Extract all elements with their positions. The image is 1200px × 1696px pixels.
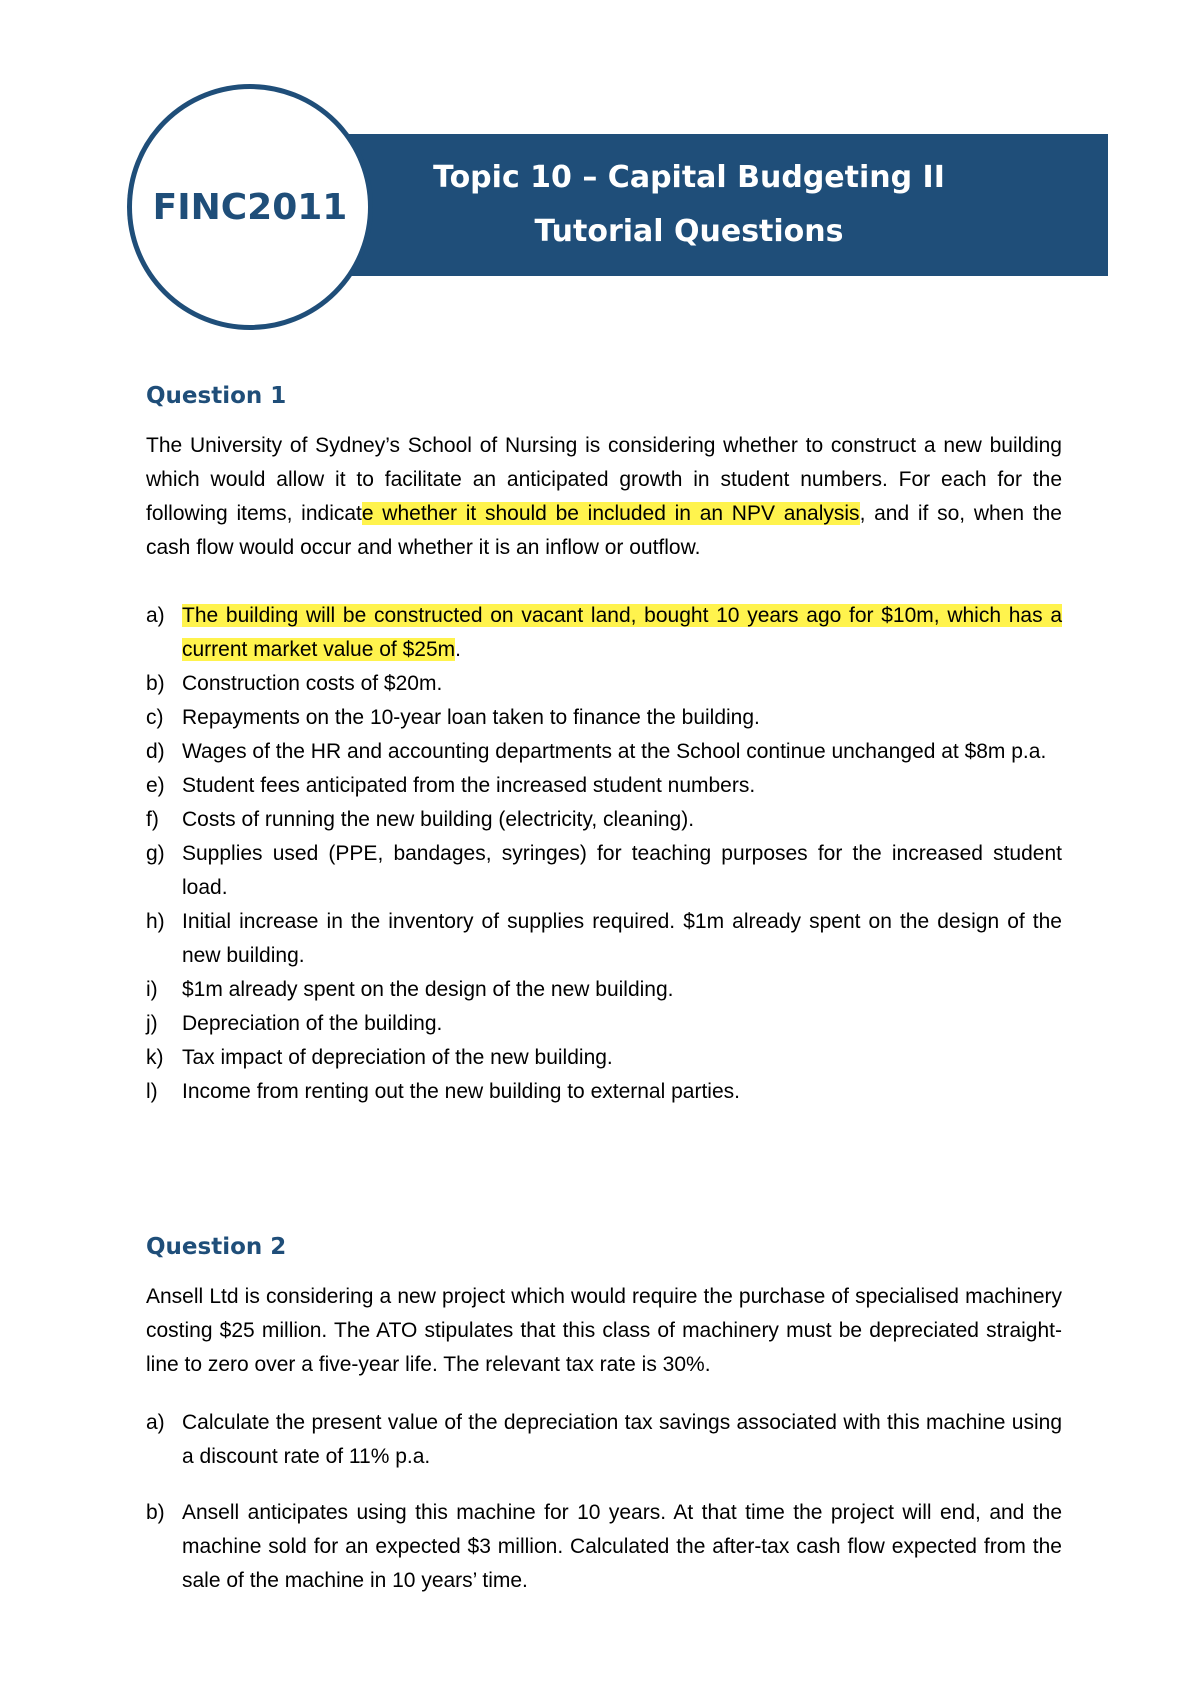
item-text: Wages of the HR and accounting departments at the School continue unchanged at $8m p.a. <box>182 740 1047 763</box>
question-2-items <box>146 1406 1062 1598</box>
item-label: k) <box>146 1046 164 1069</box>
item-label: b) <box>146 1501 165 1524</box>
item-label: e) <box>146 774 165 797</box>
list-item <box>146 973 1062 1007</box>
list-item <box>146 905 1062 973</box>
item-text: Depreciation of the building. <box>182 1012 443 1035</box>
item-label: a) <box>146 1411 165 1434</box>
list-item <box>146 769 1062 803</box>
item-label: g) <box>146 842 165 865</box>
list-item <box>146 599 1062 667</box>
item-text: Repayments on the 10-year loan taken to finance the building. <box>182 706 760 729</box>
list-item <box>146 1041 1062 1075</box>
item-text: Ansell anticipates using this machine for 10 years. At that time the project will end, and the machine sold for an expected $3 million. Calculated the after-tax cash flow expected from the sale of the machine in 10 years’ time. <box>182 1501 1062 1592</box>
intro-text-end: , and if so, when the cash flow would occur and whether it is an inflow or outflow. <box>146 502 1062 559</box>
item-label: i) <box>146 978 158 1001</box>
item-text: Tax impact of depreciation of the new building. <box>182 1046 613 1069</box>
title-line-2: Tutorial Questions <box>534 214 844 249</box>
list-item <box>146 735 1062 769</box>
item-text: Construction costs of $20m. <box>182 672 443 695</box>
item-text: Income from renting out the new building to external parties. <box>182 1080 740 1103</box>
list-item <box>146 1496 1062 1598</box>
question-1-items <box>146 599 1062 1109</box>
item-text: Supplies used (PPE, bandages, syringes) for teaching purposes for the increased student load. <box>182 842 1062 899</box>
item-text: $1m already spent on the design of the new building. <box>182 978 674 1001</box>
item-label: h) <box>146 910 165 933</box>
question-2-intro: Ansell Ltd is considering a new project which would require the purchase of specialised machinery costing $25 million. The ATO stipulates that this class of machinery must be depreciated straight-line to zero over a five-year life. The relevant tax rate is 30%. <box>146 1285 1062 1376</box>
intro-highlight: e whether it should be included in an NPV analysis <box>361 502 860 525</box>
item-label: b) <box>146 672 165 695</box>
item-suffix: . <box>455 638 461 661</box>
title-line-1: Topic 10 – Capital Budgeting II <box>433 160 945 195</box>
item-text: Calculate the present value of the depreciation tax savings associated with this machine using a discount rate of 11% p.a. <box>182 1411 1062 1468</box>
question-1-intro <box>146 429 1062 565</box>
item-text: Initial increase in the inventory of supplies required. $1m already spent on the design of the new building. <box>182 910 1062 967</box>
course-code: FINC2011 <box>152 186 348 228</box>
intro-text: The University of Sydney’s School of Nursing is considering whether to construct a new building which would allow it to facilitate an anticipated growth in student numbers. For each for the following items, indicat <box>146 434 1062 525</box>
list-item <box>146 1406 1062 1474</box>
item-highlight: The building will be constructed on vacant land, bought 10 years ago for $10m, which has a current market value of $25m <box>182 604 1062 661</box>
list-item <box>146 837 1062 905</box>
list-item <box>146 1075 1062 1109</box>
item-label: f) <box>146 808 159 831</box>
list-item <box>146 701 1062 735</box>
item-text <box>182 599 1062 667</box>
course-badge <box>127 84 373 330</box>
list-item <box>146 803 1062 837</box>
question-1-heading: Question 1 <box>146 383 287 409</box>
item-text: Costs of running the new building (electricity, cleaning). <box>182 808 695 831</box>
question-2-section <box>146 1234 1062 1598</box>
item-label: c) <box>146 706 164 729</box>
list-item <box>146 667 1062 701</box>
item-label: d) <box>146 740 165 763</box>
item-label: l) <box>146 1080 158 1103</box>
question-1-section <box>146 383 1062 1109</box>
item-label: a) <box>146 604 165 627</box>
item-label: j) <box>146 1012 158 1035</box>
item-text: Student fees anticipated from the increased student numbers. <box>182 774 756 797</box>
question-2-heading: Question 2 <box>146 1234 287 1260</box>
list-item <box>146 1007 1062 1041</box>
